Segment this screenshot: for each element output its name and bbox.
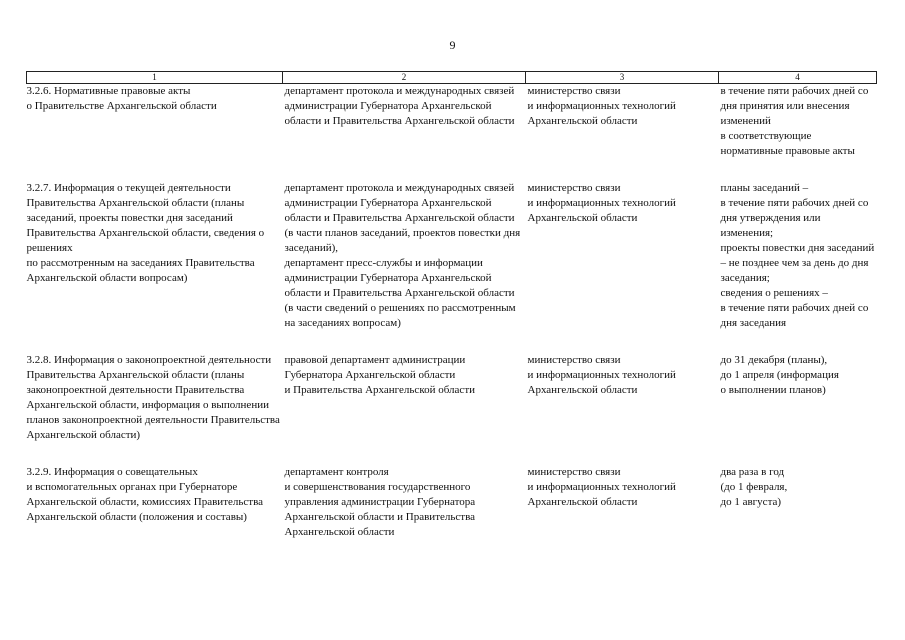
- publisher-cell: министерство связи и информационных технологий Архангельской области: [527, 354, 676, 396]
- publisher-cell: министерство связи и информационных технологий Архангельской области: [527, 85, 676, 127]
- responsible-cell: департамент протокола и международных связей администрации Губернатора Архангельской области и Правительства Архангельской области (в части планов заседаний, проектов повестки дня заседаний), департамент пресс-службы и информации администрации Губернатора Архангельской области и Правительства Архангельской области (в части сведений о решениях по рассмотренным на заседаниях вопросам): [284, 182, 521, 329]
- table-row: [27, 181, 877, 353]
- deadline-cell: в течение пяти рабочих дней со дня принятия или внесения изменений в соответствующие нормативные правовые акты: [720, 85, 869, 157]
- item-cell: 3.2.6. Нормативные правовые акты о Правительстве Архангельской области: [26, 85, 217, 112]
- column-number-2: 2: [283, 72, 526, 84]
- item-cell: 3.2.7. Информация о текущей деятельности Правительства Архангельской области (планы заседаний, проекты повестки дня заседаний Правительства Архангельской области, сведения о решениях по рассмотренным на заседаниях Правительства Архангельской области вопросам): [26, 182, 265, 284]
- column-number-4: 4: [719, 72, 877, 84]
- page-number: 9: [449, 38, 456, 52]
- publisher-cell: министерство связи и информационных технологий Архангельской области: [527, 182, 676, 224]
- responsible-cell: правовой департамент администрации Губернатора Архангельской области и Правительства Архангельской области: [284, 354, 476, 396]
- responsible-cell: департамент протокола и международных связей администрации Губернатора Архангельской области и Правительства Архангельской области: [284, 85, 515, 127]
- item-cell: 3.2.9. Информация о совещательных и вспомогательных органах при Губернаторе Архангельской области, комиссиях Правительства Архангельской области (положения и составы): [26, 466, 264, 523]
- deadline-cell: планы заседаний – в течение пяти рабочих дней со дня утверждения или изменения; проекты повестки дня заседаний – не позднее чем за день до дня заседания; сведения о решениях – в течение пяти рабочих дней со дня заседания: [720, 182, 875, 329]
- table-row: [27, 353, 877, 465]
- column-number-3: 3: [526, 72, 719, 84]
- responsible-cell: департамент контроля и совершенствования государственного управления администрации Губернатора Архангельской области и Правительства Архангельской области: [284, 466, 476, 538]
- document-table: [26, 71, 877, 562]
- table-row: [27, 84, 877, 182]
- column-number-row: [27, 72, 877, 84]
- deadline-cell: до 31 декабря (планы), до 1 апреля (информация о выполнении планов): [720, 354, 839, 396]
- table-row: [27, 465, 877, 562]
- deadline-cell: два раза в год (до 1 февраля, до 1 августа): [720, 466, 788, 508]
- publisher-cell: министерство связи и информационных технологий Архангельской области: [527, 466, 676, 508]
- item-cell: 3.2.8. Информация о законопроектной деятельности Правительства Архангельской области (планы законопроектной деятельности Правительства Архангельской области, информация о выполнении планов законопроектной деятельности Правительства Архангельской области): [26, 354, 280, 441]
- column-number-1: 1: [27, 72, 283, 84]
